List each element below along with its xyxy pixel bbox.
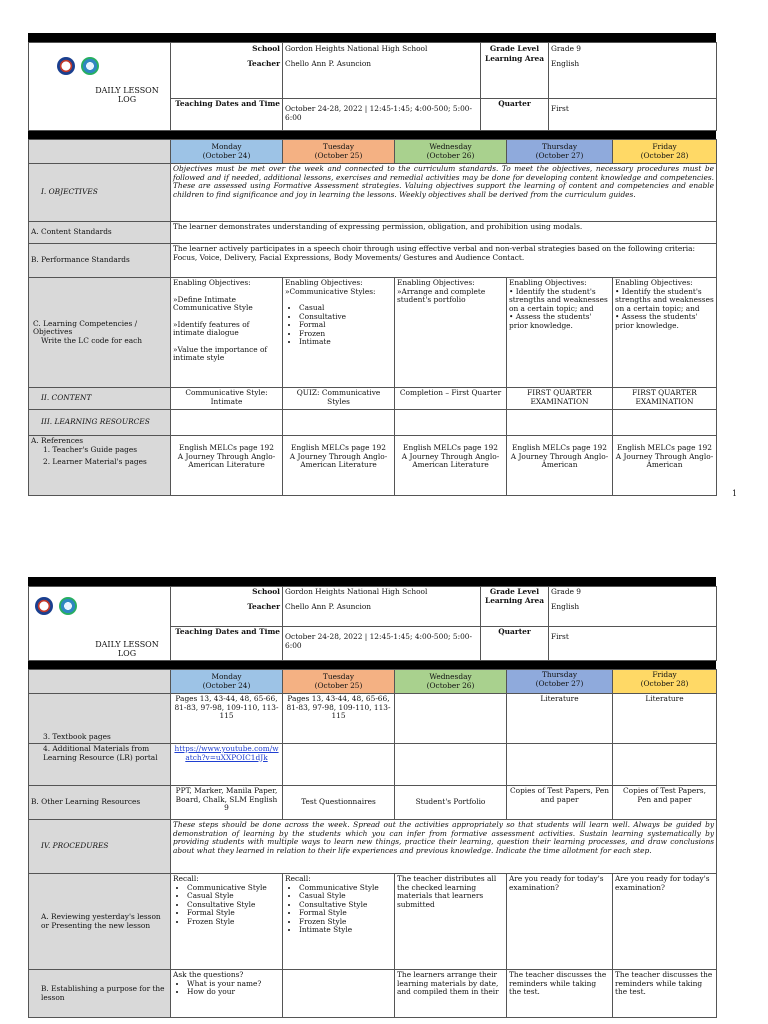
school-name: Gordon Heights National High School xyxy=(285,587,428,596)
lc-tuesday: Enabling Objectives: »Communicative Styles: • Casual • Consultative • Formal • Frozen • Intimate xyxy=(283,278,395,388)
day-header-monday: Monday (October 24) xyxy=(171,140,283,164)
day-header-wednesday: Wednesday (October 26) xyxy=(395,670,507,694)
division-seal-icon xyxy=(59,597,77,615)
top-black-bar xyxy=(28,33,716,42)
procedures-table xyxy=(28,669,717,1018)
reviewing-label: A. Reviewing yesterday's lesson or Presenting the new lesson xyxy=(29,874,171,970)
textbook-pages-label: 3. Textbook pages xyxy=(29,694,171,744)
day-header-friday: Friday (October 28) xyxy=(613,140,717,164)
procedures-label: IV. PROCEDURES xyxy=(29,820,171,874)
logo-cell xyxy=(29,43,171,131)
review-thursday: Are you ready for today's examination? xyxy=(507,874,613,970)
deped-seal-icon xyxy=(57,57,75,75)
school-teacher-labels: School Teacher xyxy=(171,43,283,99)
review-monday: Recall: • Communicative Style • Casual Style • Consultative Style • Formal Style • Frozen Style xyxy=(171,874,283,970)
ref-monday: English MELCs page 192 A Journey Through Anglo-American Literature xyxy=(171,436,283,496)
area-value: English xyxy=(551,601,580,611)
review-wednesday: The teacher distributes all the checked learning materials that learners submitted xyxy=(395,874,507,970)
purpose-wednesday: The learners arrange their learning materials by date, and compiled them in their xyxy=(395,970,507,1018)
ref-friday: English MELCs page 192 A Journey Through Anglo-American xyxy=(613,436,717,496)
black-divider xyxy=(28,661,716,669)
black-divider xyxy=(28,131,716,139)
day-header-tuesday: Tuesday (October 25) xyxy=(283,140,395,164)
purpose-friday: The teacher discusses the reminders while taking the test. xyxy=(613,970,717,1018)
lc-friday: Enabling Objectives: • Identify the student's strengths and weaknesses on a certain topic; and • Assess the students' prior knowledge. xyxy=(613,278,717,388)
daily-lesson-log-title: DAILY LESSON LOG xyxy=(95,640,159,658)
deped-seal-icon xyxy=(35,597,53,615)
teacher-name: Chello Ann P. Asuncion xyxy=(285,58,372,68)
learning-competencies-label: C. Learning Competencies / Objectives Write the LC code for each xyxy=(29,278,171,388)
purpose-label: B. Establishing a purpose for the lesson xyxy=(29,970,171,1018)
grade-value: Grade 9 xyxy=(551,44,581,53)
literature-thursday: Literature xyxy=(507,694,613,744)
grade-area-values xyxy=(549,43,717,99)
lesson-log-page-1 xyxy=(28,33,716,496)
day-header-thursday: Thursday (October 27) xyxy=(507,670,613,694)
other-friday: Copies of Test Papers, Pen and paper xyxy=(613,786,717,820)
day-header-friday: Friday (October 28) xyxy=(613,670,717,694)
day-header-thursday: Thursday (October 27) xyxy=(507,140,613,164)
objectives-table xyxy=(28,139,717,496)
purpose-thursday: The teacher discusses the reminders while taking the test. xyxy=(507,970,613,1018)
dates-label: Teaching Dates and Time xyxy=(171,99,283,131)
performance-criteria: Focus, Voice, Delivery, Facial Expressions, Body Movements/ Gestures and Audience Contact. xyxy=(173,252,525,262)
quarter-value: First xyxy=(549,99,717,131)
procedures-text: These steps should be done across the week. Spread out the activities appropriately so that students will learn well. Always be guided by demonstration of learning by the students which you can infer from formative assessment activities. Sustain learning systematically by providing students with multiple ways to learn new things, practice their learning, question their learning processes, and draw conclusions about what they learned in relation to their life experiences and previous knowledge. Indicate the time allotment for each step. xyxy=(171,820,717,874)
teacher-name: Chello Ann P. Asuncion xyxy=(285,601,372,611)
area-value: English xyxy=(551,58,580,68)
youtube-link[interactable]: https://www.youtube.com/watch?v=uXXPOIC1dJk xyxy=(174,744,279,762)
performance-standards-label: B. Performance Standards xyxy=(29,244,171,278)
grade-value: Grade 9 xyxy=(551,587,581,596)
division-seal-icon xyxy=(81,57,99,75)
other-wednesday: Student's Portfolio xyxy=(395,786,507,820)
other-resources-label: B. Other Learning Resources xyxy=(29,786,171,820)
textbook-monday: Pages 13, 43-44, 48, 65-66, 81-83, 97-98, 109-110, 113-115 xyxy=(171,694,283,744)
textbook-tuesday: Pages 13, 43-44, 48, 65-66, 81-83, 97-98, 109-110, 113-115 xyxy=(283,694,395,744)
content-monday: Communicative Style: Intimate xyxy=(171,388,283,410)
header-table-2 xyxy=(28,586,717,661)
dates-value: October 24-28, 2022 | 12:45-1:45; 4:00-500; 5:00-6:00 xyxy=(283,627,481,661)
purpose-monday: Ask the questions? • What is your name? • How do your xyxy=(171,970,283,1018)
top-black-bar xyxy=(28,577,716,586)
objectives-text: Objectives must be met over the week and connected to the curriculum standards. To meet the objectives, necessary procedures must be followed and if needed, additional lessons, exercises and remedial activities may be done for developing content knowledge and competencies. These are assessed using Formative Assessment strategies. Valuing objectives support the learning of content and competencies and enable children to find significance and joy in learning the lessons. Weekly objectives shall be derived from the curriculum guides. xyxy=(171,164,717,222)
ref-tuesday: English MELCs page 192 A Journey Through Anglo-American Literature xyxy=(283,436,395,496)
header-table xyxy=(28,42,717,131)
content-label: II. CONTENT xyxy=(29,388,171,410)
quarter-label: Quarter xyxy=(481,627,549,661)
content-standards-label: A. Content Standards xyxy=(29,222,171,244)
day-header-monday: Monday (October 24) xyxy=(171,670,283,694)
review-friday: Are you ready for today's examination? xyxy=(613,874,717,970)
other-tuesday: Test Questionnaires xyxy=(283,786,395,820)
learning-resources-label: III. LEARNING RESOURCES xyxy=(29,410,171,436)
grade-area-labels: Grade Level Learning Area xyxy=(481,43,549,99)
dates-label: Teaching Dates and Time xyxy=(171,627,283,661)
lc-monday: Enabling Objectives: »Define Intimate Communicative Style »Identify features of intimate dialogue »Value the importance of intimate style xyxy=(171,278,283,388)
performance-standards-text: The learner actively participates in a speech choir through using effective verbal and non-verbal strategies based on the following criteria: Focus, Voice, Delivery, Facial Expressions, Body Movements/ Gestures and Audience Contact. xyxy=(171,244,717,278)
content-thursday: FIRST QUARTER EXAMINATION xyxy=(507,388,613,410)
lc-wednesday: Enabling Objectives: »Arrange and complete student's portfolio xyxy=(395,278,507,388)
quarter-label: Quarter xyxy=(481,99,549,131)
day-header-tuesday: Tuesday (October 25) xyxy=(283,670,395,694)
content-wednesday: Completion – First Quarter xyxy=(395,388,507,410)
dates-value: October 24-28, 2022 | 12:45-1:45; 4:00-500; 5:00-6:00 xyxy=(283,99,481,131)
lc-thursday: Enabling Objectives: • Identify the student's strengths and weaknesses on a certain topic; and • Assess the students' prior knowledge. xyxy=(507,278,613,388)
other-thursday: Copies of Test Papers, Pen and paper xyxy=(507,786,613,820)
daily-lesson-log-title: DAILY LESSON LOG xyxy=(95,86,159,104)
objectives-label: I. OBJECTIVES xyxy=(29,164,171,222)
school-teacher-labels: School Teacher xyxy=(171,587,283,627)
review-tuesday: Recall: • Communicative Style • Casual Style • Consultative Style • Formal Style • Frozen Style • Intimate Style xyxy=(283,874,395,970)
other-monday: PPT, Marker, Manila Paper, Board, Chalk, SLM English 9 xyxy=(171,786,283,820)
content-standards-text: The learner demonstrates understanding of expressing permission, obligation, and prohibition using modals. xyxy=(171,222,717,244)
references-label: A. References 1. Teacher's Guide pages 2. Learner Material's pages xyxy=(29,436,171,496)
page-number: 1 xyxy=(732,489,738,498)
ref-wednesday: English MELCs page 192 A Journey Through Anglo-American Literature xyxy=(395,436,507,496)
literature-friday: Literature xyxy=(613,694,717,744)
school-name: Gordon Heights National High School xyxy=(285,44,428,53)
ref-thursday: English MELCs page 192 A Journey Through Anglo-American xyxy=(507,436,613,496)
school-teacher-values xyxy=(283,587,481,627)
logo-cell xyxy=(29,587,171,661)
content-friday: FIRST QUARTER EXAMINATION xyxy=(613,388,717,410)
quarter-value: First xyxy=(549,627,717,661)
day-header-wednesday: Wednesday (October 26) xyxy=(395,140,507,164)
content-tuesday: QUIZ: Communicative Styles xyxy=(283,388,395,410)
lesson-log-page-2 xyxy=(28,577,716,1018)
grade-area-labels: Grade Level Learning Area xyxy=(481,587,549,627)
additional-materials-label: 4. Additional Materials from Learning Resource (LR) portal xyxy=(29,744,171,786)
grade-area-values xyxy=(549,587,717,627)
school-teacher-values xyxy=(283,43,481,99)
